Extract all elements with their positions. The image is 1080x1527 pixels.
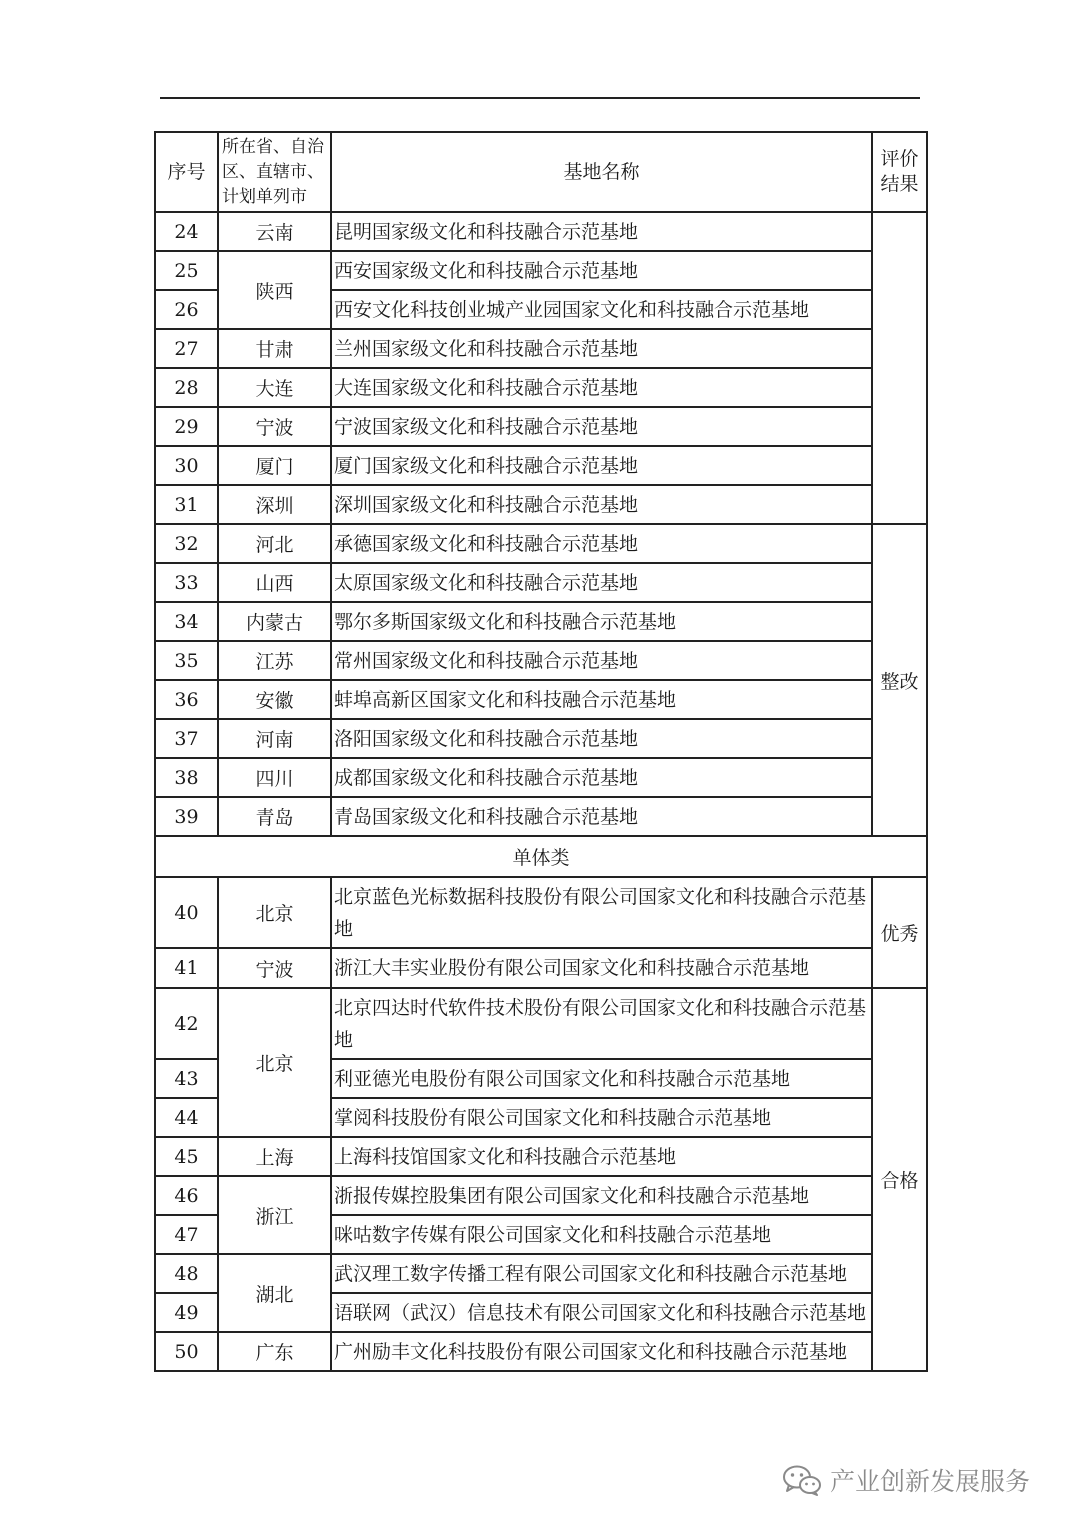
row-province: 河北 — [218, 524, 331, 563]
row-province: 浙江 — [218, 1176, 331, 1254]
row-province: 河南 — [218, 719, 331, 758]
header-province: 所在省、自治区、直辖市、计划单列市 — [218, 132, 331, 212]
row-province: 广东 — [218, 1332, 331, 1371]
table-row — [155, 680, 927, 719]
row-base-name: 常州国家级文化和科技融合示范基地 — [331, 641, 872, 680]
row-base-name: 太原国家级文化和科技融合示范基地 — [331, 563, 872, 602]
table-row — [155, 1137, 927, 1176]
result-cell: 整改 — [872, 524, 927, 836]
row-base-name: 昆明国家级文化和科技融合示范基地 — [331, 212, 872, 251]
table-row — [155, 797, 927, 836]
row-base-name: 西安文化科技创业城产业园国家文化和科技融合示范基地 — [331, 290, 872, 329]
row-base-name: 深圳国家级文化和科技融合示范基地 — [331, 485, 872, 524]
row-number: 43 — [155, 1059, 218, 1098]
row-base-name: 上海科技馆国家文化和科技融合示范基地 — [331, 1137, 872, 1176]
row-province: 大连 — [218, 368, 331, 407]
row-number: 45 — [155, 1137, 218, 1176]
row-number: 25 — [155, 251, 218, 290]
row-number: 30 — [155, 446, 218, 485]
section-title: 单体类 — [155, 836, 927, 877]
table-row — [155, 1332, 927, 1371]
top-rule — [160, 97, 920, 99]
row-province: 深圳 — [218, 485, 331, 524]
row-province: 甘肃 — [218, 329, 331, 368]
result-cell: 合格 — [872, 988, 927, 1371]
table-row — [155, 758, 927, 797]
row-number: 36 — [155, 680, 218, 719]
evaluation-table — [154, 131, 928, 1372]
row-base-name: 厦门国家级文化和科技融合示范基地 — [331, 446, 872, 485]
header-result: 评价结果 — [872, 132, 927, 212]
row-base-name: 咪咕数字传媒有限公司国家文化和科技融合示范基地 — [331, 1215, 872, 1254]
section-row — [155, 836, 927, 877]
row-province: 云南 — [218, 212, 331, 251]
table-row — [155, 368, 927, 407]
table-row — [155, 446, 927, 485]
table-row — [155, 407, 927, 446]
row-province: 江苏 — [218, 641, 331, 680]
table-row — [155, 329, 927, 368]
row-province: 北京 — [218, 877, 331, 948]
row-province: 北京 — [218, 988, 331, 1137]
row-number: 46 — [155, 1176, 218, 1215]
row-base-name: 成都国家级文化和科技融合示范基地 — [331, 758, 872, 797]
row-province: 青岛 — [218, 797, 331, 836]
row-number: 28 — [155, 368, 218, 407]
row-province: 宁波 — [218, 407, 331, 446]
header-name: 基地名称 — [331, 132, 872, 212]
row-number: 37 — [155, 719, 218, 758]
row-number: 40 — [155, 877, 218, 948]
row-base-name: 武汉理工数字传播工程有限公司国家文化和科技融合示范基地 — [331, 1254, 872, 1293]
row-base-name: 西安国家级文化和科技融合示范基地 — [331, 251, 872, 290]
row-province: 山西 — [218, 563, 331, 602]
table-row — [155, 719, 927, 758]
row-base-name: 大连国家级文化和科技融合示范基地 — [331, 368, 872, 407]
row-province: 内蒙古 — [218, 602, 331, 641]
row-province: 宁波 — [218, 948, 331, 988]
row-base-name: 浙报传媒控股集团有限公司国家文化和科技融合示范基地 — [331, 1176, 872, 1215]
row-base-name: 青岛国家级文化和科技融合示范基地 — [331, 797, 872, 836]
row-number: 42 — [155, 988, 218, 1059]
row-base-name: 承德国家级文化和科技融合示范基地 — [331, 524, 872, 563]
row-base-name: 兰州国家级文化和科技融合示范基地 — [331, 329, 872, 368]
row-base-name: 蚌埠高新区国家文化和科技融合示范基地 — [331, 680, 872, 719]
row-base-name: 北京蓝色光标数据科技股份有限公司国家文化和科技融合示范基地 — [331, 877, 872, 948]
result-cell: 优秀 — [872, 877, 927, 988]
table-row — [155, 563, 927, 602]
row-province: 安徽 — [218, 680, 331, 719]
row-number: 32 — [155, 524, 218, 563]
table-row — [155, 251, 927, 290]
row-number: 34 — [155, 602, 218, 641]
row-number: 39 — [155, 797, 218, 836]
table-header-row — [155, 132, 927, 212]
table-row — [155, 988, 927, 1059]
row-number: 49 — [155, 1293, 218, 1332]
row-number: 29 — [155, 407, 218, 446]
table-row — [155, 524, 927, 563]
row-number: 38 — [155, 758, 218, 797]
table-row — [155, 641, 927, 680]
row-number: 47 — [155, 1215, 218, 1254]
table-row — [155, 1176, 927, 1215]
row-number: 48 — [155, 1254, 218, 1293]
row-province: 厦门 — [218, 446, 331, 485]
result-cell — [872, 212, 927, 524]
watermark-text: 产业创新发展服务 — [830, 1467, 1031, 1496]
header-no: 序号 — [155, 132, 218, 212]
row-base-name: 利亚德光电股份有限公司国家文化和科技融合示范基地 — [331, 1059, 872, 1098]
wechat-icon — [782, 1464, 822, 1496]
row-number: 44 — [155, 1098, 218, 1137]
row-number: 33 — [155, 563, 218, 602]
row-number: 27 — [155, 329, 218, 368]
table-row — [155, 948, 927, 988]
row-number: 24 — [155, 212, 218, 251]
row-base-name: 鄂尔多斯国家级文化和科技融合示范基地 — [331, 602, 872, 641]
row-province: 陕西 — [218, 251, 331, 329]
row-number: 41 — [155, 948, 218, 988]
row-base-name: 广州励丰文化科技股份有限公司国家文化和科技融合示范基地 — [331, 1332, 872, 1371]
row-number: 35 — [155, 641, 218, 680]
row-province: 湖北 — [218, 1254, 331, 1332]
table-row — [155, 485, 927, 524]
row-base-name: 浙江大丰实业股份有限公司国家文化和科技融合示范基地 — [331, 948, 872, 988]
row-base-name: 语联网（武汉）信息技术有限公司国家文化和科技融合示范基地 — [331, 1293, 872, 1332]
row-number: 50 — [155, 1332, 218, 1371]
table-row — [155, 877, 927, 948]
row-number: 31 — [155, 485, 218, 524]
row-base-name: 洛阳国家级文化和科技融合示范基地 — [331, 719, 872, 758]
table-row — [155, 602, 927, 641]
row-base-name: 宁波国家级文化和科技融合示范基地 — [331, 407, 872, 446]
row-base-name: 北京四达时代软件技术股份有限公司国家文化和科技融合示范基地 — [331, 988, 872, 1059]
row-province: 四川 — [218, 758, 331, 797]
watermark — [782, 1462, 1030, 1498]
row-province: 上海 — [218, 1137, 331, 1176]
row-base-name: 掌阅科技股份有限公司国家文化和科技融合示范基地 — [331, 1098, 872, 1137]
table-row — [155, 212, 927, 251]
row-number: 26 — [155, 290, 218, 329]
table-row — [155, 1254, 927, 1293]
